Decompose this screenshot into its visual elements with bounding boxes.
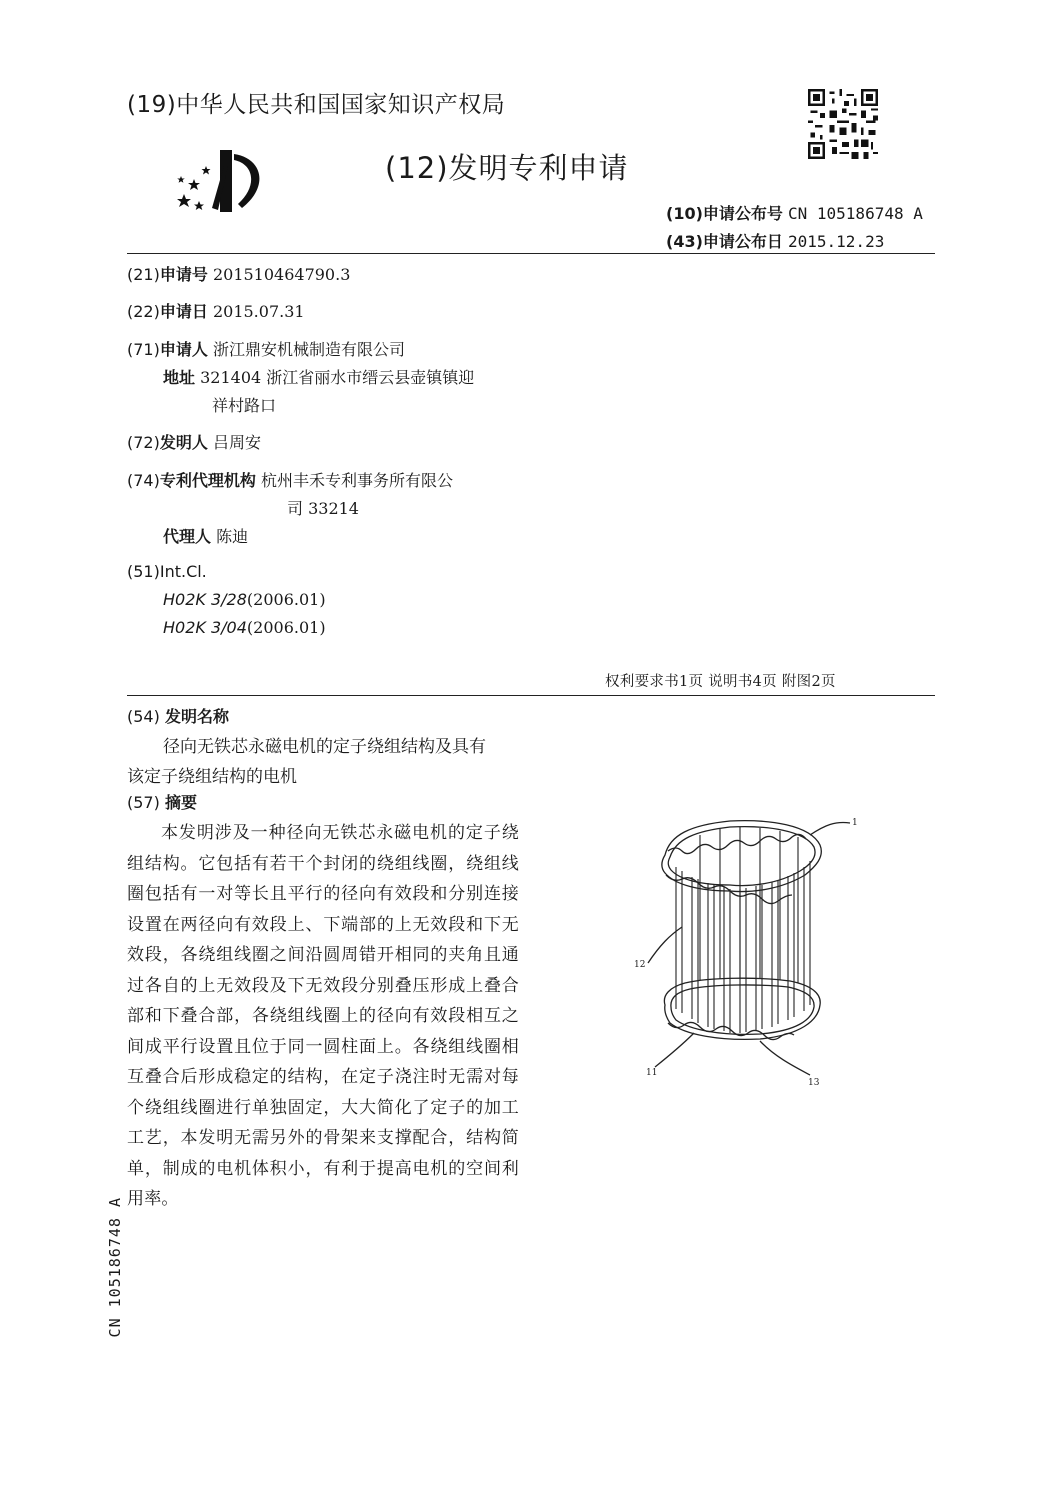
pub-date-code: (43) bbox=[666, 232, 703, 251]
pub-number-label: 申请公布号 bbox=[702, 204, 783, 223]
intcl-field bbox=[127, 562, 207, 581]
field-label: 申请日 bbox=[159, 302, 208, 321]
invention-title-line-2: 该定子绕组结构的电机 bbox=[127, 767, 297, 787]
field-label: 专利代理机构 bbox=[159, 471, 256, 490]
section-label: 摘要 bbox=[164, 793, 197, 812]
section-label: 发明名称 bbox=[164, 707, 229, 726]
intcl-class-1 bbox=[163, 590, 326, 609]
address-line-1: 321404 浙江省丽水市缙云县壶镇镇迎 bbox=[200, 368, 475, 387]
application-date-field bbox=[127, 299, 305, 322]
field-value: 浙江鼎安机械制造有限公司 bbox=[212, 340, 405, 359]
figure-label-13: 13 bbox=[808, 1078, 820, 1088]
agency-line-2 bbox=[287, 496, 359, 519]
agency-line-1: 杭州丰禾专利事务所有限公 bbox=[260, 471, 453, 490]
publication-date-row bbox=[666, 229, 884, 252]
field-label: 地址 bbox=[163, 368, 196, 387]
qr-code-icon bbox=[808, 89, 878, 159]
class-code: H02K 3/28 bbox=[163, 590, 247, 609]
field-code: (51) bbox=[127, 562, 160, 581]
field-label: 申请人 bbox=[159, 340, 208, 359]
cnipa-logo-icon bbox=[172, 146, 276, 216]
class-code: H02K 3/04 bbox=[163, 618, 247, 637]
stator-winding-drawing-icon bbox=[610, 795, 860, 1095]
field-label: 申请号 bbox=[159, 265, 208, 284]
pub-date-label: 申请公布日 bbox=[702, 232, 783, 251]
field-value: 吕周安 bbox=[212, 433, 261, 452]
field-value: 201510464790.3 bbox=[212, 265, 351, 284]
section-code: (57) bbox=[127, 793, 160, 812]
section-code: (54) bbox=[127, 707, 160, 726]
field-code: (21) bbox=[127, 265, 160, 284]
inventor-field bbox=[127, 430, 261, 453]
field-code: (74) bbox=[127, 471, 160, 490]
abstract-text: 本发明涉及一种径向无铁芯永磁电机的定子绕组结构。它包括有若干个封闭的绕组线圈，绕组线圈包括有一对等长且平行的径向有效段和分别连接设置在两径向有效段上、下端部的上无效段和下无效段，各绕组线圈之间沿圆周错开相同的夹角且通过各自的上无效段及下无效段分别叠压形成上叠合部和下叠合部，各绕组线圈上的径向有效段相互之间成平行设置且位于同一圆柱面上。各绕组线圈相互叠合后形成稳定的结构，在定子浇注时无需对每个绕组线圈进行单独固定，大大简化了定子的加工工艺，本发明无需另外的骨架来支撑配合，结构简单，制成的电机体积小，有利于提高电机的空间利用率。 bbox=[127, 823, 519, 1209]
intcl-class-2 bbox=[163, 618, 326, 637]
side-publication-number: CN 105186748 A bbox=[106, 1197, 124, 1338]
office-header: (19)中华人民共和国国家知识产权局 bbox=[127, 92, 506, 118]
title-heading bbox=[127, 704, 229, 727]
agent-field bbox=[163, 524, 248, 547]
field-value: 2015.07.31 bbox=[212, 302, 305, 321]
field-label: Int.Cl. bbox=[159, 562, 207, 581]
field-code: (72) bbox=[127, 433, 160, 452]
field-value: 司 33214 bbox=[287, 499, 359, 518]
document-type-title: (12)发明专利申请 bbox=[385, 151, 629, 185]
field-label: 发明人 bbox=[159, 433, 208, 452]
class-version: (2006.01) bbox=[246, 590, 326, 609]
address-field bbox=[163, 365, 474, 388]
abstract-heading bbox=[127, 790, 197, 813]
figure-label-12: 12 bbox=[634, 960, 646, 970]
agency-field bbox=[127, 468, 453, 491]
applicant-field bbox=[127, 337, 405, 360]
class-version: (2006.01) bbox=[246, 618, 326, 637]
publication-number-row bbox=[666, 201, 923, 224]
figure-label-1: 1 bbox=[852, 818, 858, 828]
field-value: 祥村路口 bbox=[212, 396, 277, 415]
header-divider bbox=[127, 253, 935, 254]
pages-summary: 权利要求书1页 说明书4页 附图2页 bbox=[605, 674, 836, 690]
address-line-2 bbox=[212, 393, 276, 416]
field-value: 陈迪 bbox=[216, 527, 249, 546]
pub-date-value: 2015.12.23 bbox=[788, 232, 885, 251]
bib-divider bbox=[127, 695, 935, 696]
pub-number-value: CN 105186748 A bbox=[788, 204, 923, 223]
field-code: (71) bbox=[127, 340, 160, 359]
application-number-field bbox=[127, 262, 350, 285]
pub-number-code: (10) bbox=[666, 204, 703, 223]
field-label: 代理人 bbox=[163, 527, 212, 546]
invention-title-line-1: 径向无铁芯永磁电机的定子绕组结构及具有 bbox=[163, 737, 486, 757]
figure-label-11: 11 bbox=[646, 1068, 658, 1078]
field-code: (22) bbox=[127, 302, 160, 321]
